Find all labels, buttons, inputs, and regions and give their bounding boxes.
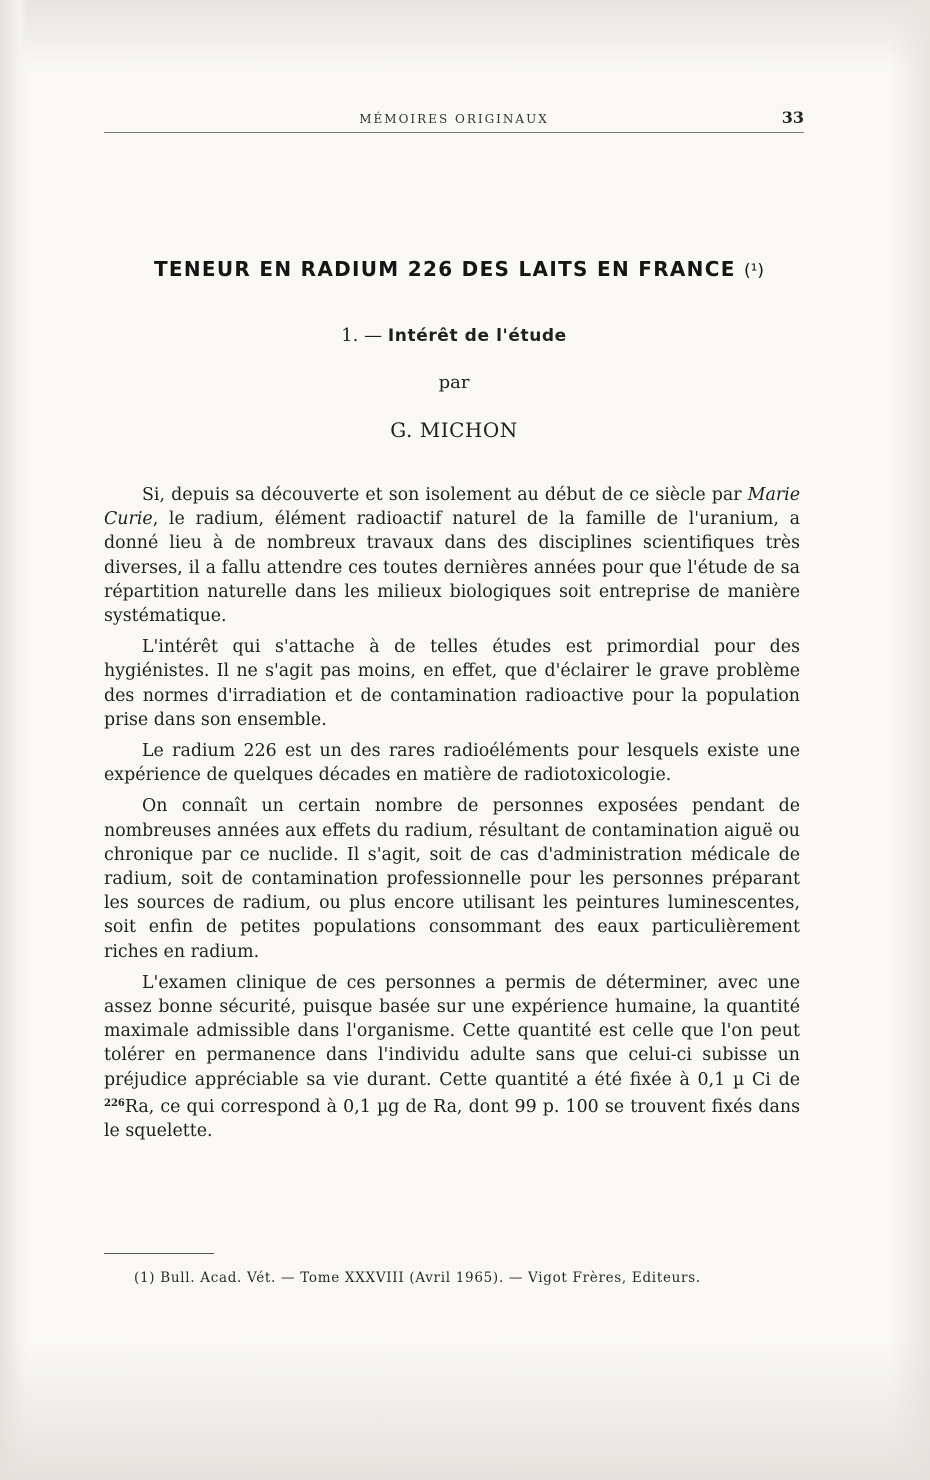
article-title [104,257,814,281]
section-dash: — [364,325,383,346]
section-heading [104,325,804,346]
page-shadow-left [0,0,28,1480]
by-line: par [438,372,470,393]
paragraph-4: On connaît un certain nombre de personnes exposées pendant de nombreuses années aux effets du radium, résultant de contamination aiguë ou chronique par ce nuclide. Il s'agit, soit de cas d'administration médicale de radium, soit de contamination professionnelle pour les personnes préparant les sources de radium, ou plus encore utilisant les peintures luminescentes, soit enfin de petites populations consommant des eaux particulièrement riches en radium. [104,796,800,962]
section-title: Intérêt de l'étude [387,326,567,346]
paragraph-1 [104,483,800,628]
footnote: (1) Bull. Acad. Vét. — Tome XXXVIII (Avril 1965). — Vigot Frères, Editeurs. [134,1270,701,1286]
person-name: Marie Curie [104,485,800,530]
page-shadow-right [890,0,930,1480]
article-body [104,483,800,1150]
paragraph-5-end: Ra, ce qui correspond à 0,1 µg de Ra, dont 99 p. 100 se trouvent fixés dans le squelette. [104,1096,800,1142]
paragraph-1-start: Si, depuis sa découverte et son isolement au début de ce siècle par [142,485,748,505]
running-title: MÉMOIRES ORIGINAUX [359,112,549,126]
footnote-divider [104,1253,214,1254]
running-header [104,106,804,133]
isotope-mass-number: 226 [104,1097,125,1109]
section-number: 1. [341,325,359,346]
page-number: 33 [781,108,804,127]
page-shadow-bottom [0,1340,930,1480]
paragraph-5-start: L'examen clinique de ces personnes a permis de déterminer, avec une assez bonne sécurité, puisque basée sur une expérience humaine, la quantité maximale admissible dans l'organisme. Cette quantité est celle que l'on peut tolérer en permanence dans l'individu adulte sans que celui-ci subisse un préjudice appréciable sa vie durant. Cette quantité a été fixée à 0,1 µ Ci de [104,972,800,1090]
author-name: G. MICHON [390,418,518,442]
paragraph-5 [104,971,800,1143]
title-footnote-ref: (¹) [743,261,765,281]
article-title-text: TENEUR EN RADIUM 226 DES LAITS EN FRANCE [153,257,736,281]
paragraph-2: L'intérêt qui s'attache à de telles études est primordial pour des hygiénistes. Il ne s'agit pas moins, en effet, que d'éclairer le grave problème des normes d'irradiation et de contamination radioactive pour la population prise dans son ensemble. [104,637,800,730]
paragraph-1-end: , le radium, élément radioactif naturel de la famille de l'uranium, a donné lieu à de nombreux travaux dans des disciplines scientifiques très diverses, il a fallu attendre ces toutes dernières années pour que l'étude de sa répartition naturelle dans les milieux biologiques soit entreprise de manière systématique. [104,509,800,627]
paragraph-3: Le radium 226 est un des rares radioéléments pour lesquels existe une expérience de quelques décades en matière de radiotoxicologie. [104,741,800,786]
page-shadow-top [0,0,930,70]
